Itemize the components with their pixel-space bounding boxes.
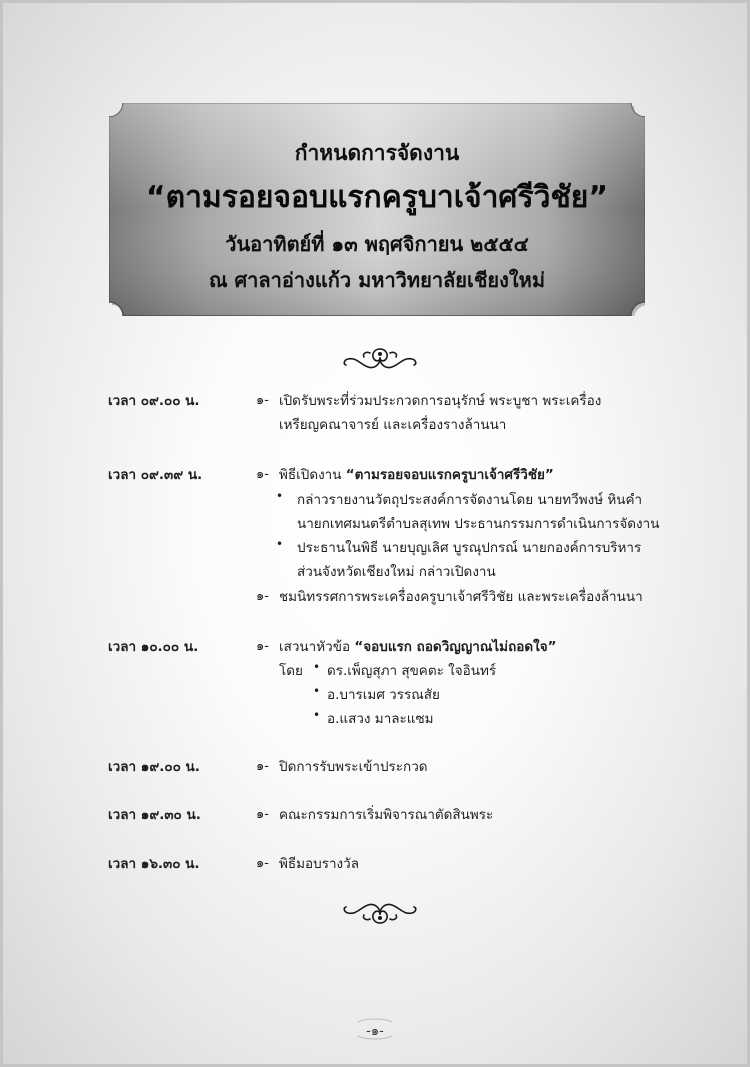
item-marker: ๑-	[256, 759, 269, 774]
schedule-item-1-line-1: เปิดรับพระที่ร่วมประกวดการอนุรักษ์ พระบูชา พระเครื่อง	[279, 393, 602, 409]
speaker-2: อ.บารเมศ วรรณสัย	[327, 687, 440, 703]
page-number	[354, 1018, 396, 1040]
schedule-item-5-line-1: คณะกรรมการเริ่มพิจารณาตัดสินพระ	[279, 807, 494, 823]
schedule-item-2-line-last: ชมนิทรรศการพระเครื่องครูบาเจ้าศรีวิชัย และพระเครื่องล้านนา	[279, 589, 643, 605]
schedule-time-4: เวลา ๑๙.๐๐ น.	[108, 759, 200, 775]
banner-heading: กำหนดการจัดงาน	[294, 141, 460, 165]
item-marker: ๑-	[256, 856, 269, 871]
schedule-time-1: เวลา ๐๙.๐๐ น.	[108, 393, 200, 409]
bullet-icon: •	[313, 660, 321, 674]
title-banner	[109, 103, 645, 316]
sub-item-1-line-1: กล่าวรายงานวัตถุประสงค์การจัดงานโดย นายทวีพงษ์ หินคำ	[297, 492, 643, 508]
schedule-time-2: เวลา ๐๙.๓๙ น.	[108, 467, 203, 483]
seminar-topic: “จอบแรก ถอดวิญญาณไม่ถอดใจ”	[354, 639, 557, 655]
opening-label: พิธีเปิดงาน	[279, 467, 346, 483]
sub-item-2-line-2: ส่วนจังหวัดเชียงใหม่ กล่าวเปิดงาน	[297, 564, 496, 580]
by-label: โดย	[279, 663, 303, 679]
schedule-item-1-line-2: เหรียญคณาจารย์ และเครื่องรางล้านนา	[279, 417, 507, 433]
bullet-icon: •	[313, 684, 321, 698]
seminar-label: เสวนาหัวข้อ	[279, 639, 355, 655]
schedule-item-3-line-1	[279, 635, 557, 657]
schedule-time-3: เวลา ๑๐.๐๐ น.	[108, 639, 199, 655]
event-date: วันอาทิตย์ที่ ๑๓ พฤศจิกายน ๒๕๕๔	[225, 232, 529, 256]
sub-item-1-line-2: นายกเทศมนตรีตำบลสุเทพ ประธานกรรมการดำเนินการจัดงาน	[297, 516, 660, 532]
schedule-item-6-line-1: พิธีมอบรางวัล	[279, 856, 359, 872]
page-number-text: -๑-	[366, 1024, 384, 1039]
item-marker: ๑-	[256, 589, 269, 604]
speaker-3: อ.แสวง มาละแซม	[327, 711, 434, 727]
item-marker: ๑-	[256, 807, 269, 822]
event-title: “ตามรอยจอบแรกครูบาเจ้าศรีวิชัย”	[145, 180, 609, 215]
item-marker: ๑-	[256, 393, 269, 408]
sub-item-2-line-1: ประธานในพิธี นายบุญเลิศ บูรณุปกรณ์ นายกองค์การบริหาร	[297, 540, 642, 556]
bullet-icon: •	[276, 489, 284, 503]
schedule-time-6: เวลา ๑๖.๓๐ น.	[108, 856, 200, 872]
event-venue: ณ ศาลาอ่างแก้ว มหาวิทยาลัยเชียงใหม่	[208, 268, 546, 292]
schedule-time-5: เวลา ๑๙.๓๐ น.	[108, 807, 201, 823]
item-marker: ๑-	[256, 467, 269, 482]
bullet-icon: •	[313, 708, 321, 722]
speaker-1: ดร.เพ็ญสุภา สุขคตะ ใจอินทร์	[327, 663, 497, 679]
item-marker: ๑-	[256, 639, 269, 654]
flourish-ornament-bottom	[340, 899, 420, 927]
flourish-ornament-top	[340, 345, 420, 373]
schedule-item-2-line-1	[279, 463, 554, 485]
schedule-item-4-line-1: ปิดการรับพระเข้าประกวด	[279, 759, 428, 775]
bullet-icon: •	[276, 537, 284, 551]
opening-title: “ตามรอยจอบแรกครูบาเจ้าศรีวิชัย”	[345, 467, 554, 483]
